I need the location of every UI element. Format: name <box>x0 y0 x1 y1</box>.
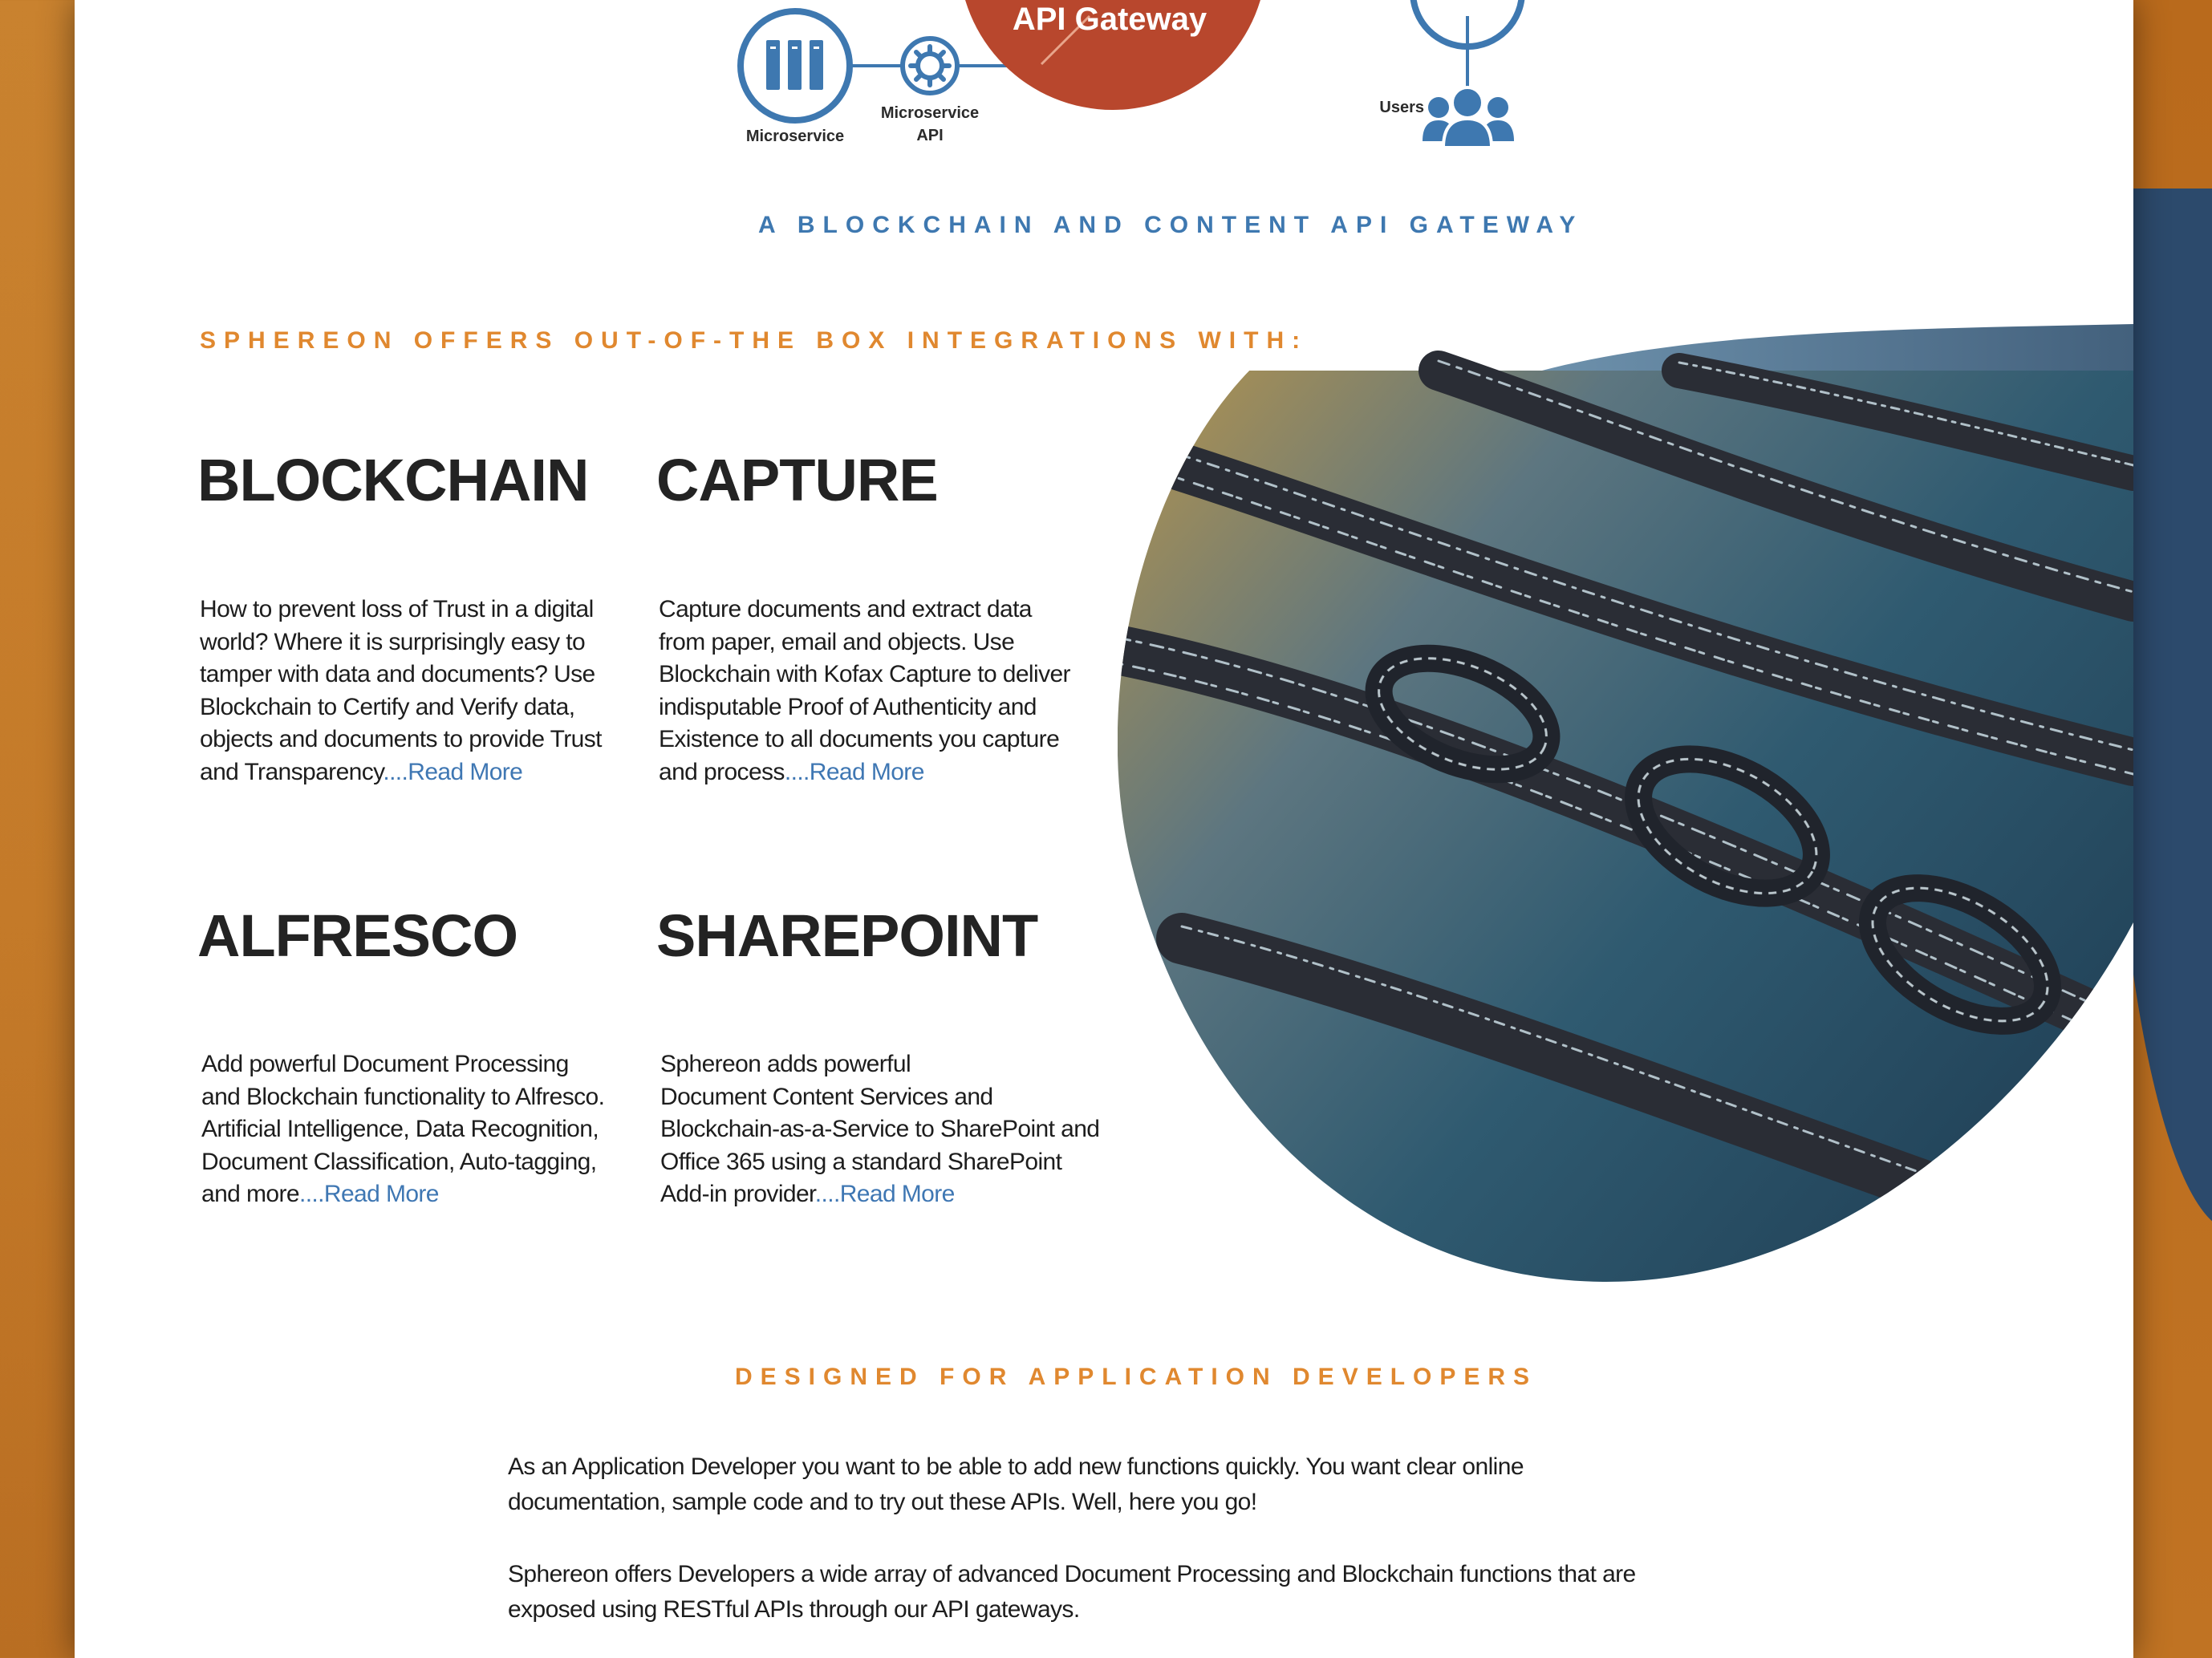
alfresco-heading: ALFRESCO <box>197 902 517 969</box>
api-gateway-label: API Gateway <box>1012 2 1207 37</box>
text-line: How to prevent loss of Trust in a digital <box>200 596 594 622</box>
text-line: Existence to all documents you capture <box>659 726 1060 752</box>
developers-paragraph-1 <box>508 1449 1524 1520</box>
developers-title: DESIGNED FOR APPLICATION DEVELOPERS <box>735 1364 1538 1390</box>
text-line: documentation, sample code and to try out these APIs. Well, here you go! <box>508 1489 1257 1515</box>
capture-read-more-link[interactable]: ....Read More <box>784 758 924 785</box>
text-line-end: and more <box>201 1181 299 1207</box>
text-line <box>201 1178 604 1211</box>
microservice-api-label-line1: Microservice <box>880 104 980 122</box>
users-label: Users <box>1379 99 1424 116</box>
text-line: Document Classification, Auto-tagging, <box>201 1148 597 1175</box>
text-line: from paper, email and objects. Use <box>659 628 1015 655</box>
sharepoint-description <box>660 1048 1099 1211</box>
text-line: Office 365 using a standard SharePoint <box>660 1148 1062 1175</box>
text-line: Document Content Services and <box>660 1083 993 1110</box>
blockchain-heading: BLOCKCHAIN <box>197 447 589 513</box>
text-line <box>659 756 1070 789</box>
blockchain-read-more-link[interactable]: ....Read More <box>383 758 523 785</box>
backdrop-right <box>2133 0 2212 1658</box>
microservice-api-label <box>870 102 990 147</box>
microservice-api-label-line2: API <box>916 127 944 144</box>
blockchain-description <box>200 594 602 788</box>
text-line: objects and documents to provide Trust <box>200 726 602 752</box>
alfresco-description <box>201 1048 604 1211</box>
text-line: and Blockchain functionality to Alfresco. <box>201 1083 605 1110</box>
capture-heading: CAPTURE <box>656 447 938 513</box>
microservice-label: Microservice <box>745 128 845 145</box>
diagram-caption: A BLOCKCHAIN AND CONTENT API GATEWAY <box>758 212 1584 238</box>
text-line: As an Application Developer you want to be able to add new functions quickly. You want clear online <box>508 1453 1524 1480</box>
chain-image <box>1118 313 2133 1307</box>
page-panel <box>75 0 2133 1658</box>
integrations-title: SPHEREON OFFERS OUT-OF-THE BOX INTEGRATIONS WITH: <box>200 327 1309 354</box>
server-icon <box>741 11 850 120</box>
text-line-end: Add-in provider <box>660 1181 815 1207</box>
users-icon <box>1423 87 1514 148</box>
text-line: tamper with data and documents? Use <box>200 661 595 687</box>
text-line: Blockchain to Certify and Verify data, <box>200 693 575 720</box>
text-line <box>660 1178 1099 1211</box>
text-line: indisputable Proof of Authenticity and <box>659 693 1037 720</box>
capture-description <box>659 594 1070 788</box>
alfresco-read-more-link[interactable]: ....Read More <box>298 1181 439 1207</box>
text-line-end: and process <box>659 758 785 785</box>
developers-paragraph-2 <box>508 1557 1636 1628</box>
text-line: world? Where it is surprisingly easy to <box>200 628 586 655</box>
text-line: Blockchain-as-a-Service to SharePoint and <box>660 1116 1100 1142</box>
sharepoint-read-more-link[interactable]: ....Read More <box>814 1181 955 1207</box>
text-line: Add powerful Document Processing <box>201 1051 569 1077</box>
text-line: exposed using RESTful APIs through our API gateways. <box>508 1596 1080 1623</box>
text-line: Capture documents and extract data <box>659 596 1032 622</box>
architecture-diagram <box>75 0 2133 160</box>
text-line: Sphereon adds powerful <box>660 1051 911 1077</box>
text-line: Artificial Intelligence, Data Recognition, <box>201 1116 599 1142</box>
sharepoint-heading: SHAREPOINT <box>656 902 1038 969</box>
text-line-end: and Transparency <box>200 758 384 785</box>
text-line: Blockchain with Kofax Capture to deliver <box>659 661 1070 687</box>
text-line <box>200 756 602 789</box>
gear-icon <box>903 39 957 93</box>
text-line: Sphereon offers Developers a wide array of advanced Document Processing and Blockchain functions that are <box>508 1561 1636 1587</box>
